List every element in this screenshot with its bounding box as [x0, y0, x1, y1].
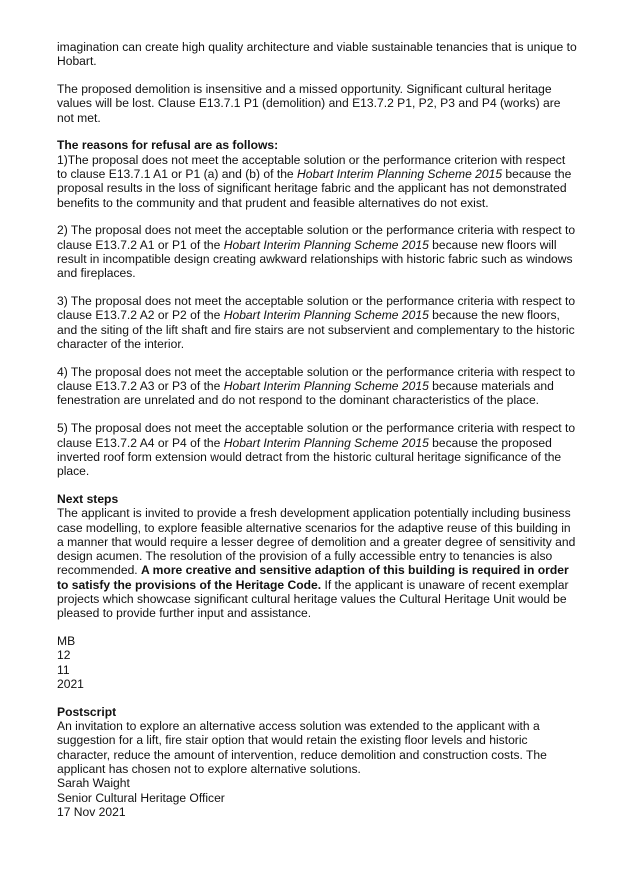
reason-4-after: because materials and fenestration are unrelated and do not respond to the dominant characteristics of the place.: [57, 379, 554, 408]
next-steps-bold-text: A more creative and sensitive adaption of this building is required in order to satisfy the provisions of the Heritage Code.: [57, 563, 569, 592]
reason-2-before: 2) The proposal does not meet the acceptable solution or the performance criteria with respect to clause E13.7.2 A1 or P1 of the: [57, 223, 576, 252]
reason-1-before: 1)The proposal does not meet the acceptable solution or the performance criterion with respect to clause E13.7.1 A1 or P1 (a) and (b) of the: [57, 152, 566, 182]
reason-3-scheme: Hobart Interim Planning Scheme 2015: [223, 308, 429, 323]
reason-3-before: 3) The proposal does not meet the acceptable solution or the performance criteria with respect to clause E13.7.2 A2 or P2 of the: [57, 294, 576, 323]
reason-1-scheme: Hobart Interim Planning Scheme 2015: [297, 167, 503, 182]
reason-3-after: because the new floors, and the siting of the lift shaft and fire stairs are not subservient and complementary to the historic character of the interior.: [57, 308, 575, 352]
reason-5-scheme: Hobart Interim Planning Scheme 2015: [223, 435, 429, 450]
refusal-section: [57, 138, 577, 478]
refusal-reason-4: [57, 365, 577, 408]
reason-2-scheme: Hobart Interim Planning Scheme 2015: [223, 237, 429, 252]
refusal-reason-5: [57, 421, 577, 478]
sign-off-block: [57, 634, 577, 691]
author-title: Senior Cultural Heritage Officer: [57, 790, 225, 805]
sign-off-initials: MB: [57, 634, 76, 649]
intro-continuation-paragraph: imagination can create high quality architecture and viable sustainable tenancies that is unique to Hobart.: [57, 40, 577, 69]
postscript-paragraph: An invitation to explore an alternative access solution was extended to the applicant with a suggestion for a lift, fire stair option that would retain the existing floor levels and historic character, reduce the amount of intervention, reduce demolition and construction costs. The applicant has chosen not to explore alternative solutions.: [57, 719, 547, 776]
refusal-reason-3: [57, 294, 577, 351]
author-name: Sarah Waight: [57, 776, 130, 791]
postscript-heading: Postscript: [57, 704, 117, 719]
next-steps-text-1: The applicant is invited to provide a fresh development application potentially including business case modelling, to explore feasible alternative scenarios for the adaptive reuse of this building in a manner that would require a lesser degree of demolition and a greater degree of sensitivity and design acumen. The resolution of the provision of a fully accessible entry to tenancies is also recommended.: [57, 506, 576, 578]
next-steps-section: [57, 492, 577, 621]
refusal-reason-2: [57, 223, 577, 280]
refusal-heading: The reasons for refusal are as follows:: [57, 138, 279, 153]
next-steps-heading: Next steps: [57, 491, 119, 506]
sign-off-year: 2021: [57, 676, 84, 691]
postscript-date: 17 Nov 2021: [57, 804, 126, 819]
sign-off-month: 11: [57, 662, 70, 677]
reason-4-scheme: Hobart Interim Planning Scheme 2015: [223, 379, 429, 394]
reason-4-before: 4) The proposal does not meet the acceptable solution or the performance criteria with respect to clause E13.7.2 A3 or P3 of the: [57, 364, 576, 394]
refusal-reason-1: [57, 153, 577, 210]
postscript-section: [57, 705, 577, 819]
reason-2-after: because new floors will result in incompatible design creating awkward relationships with historic fabric such as windows and fireplaces.: [57, 237, 573, 281]
next-steps-text-2: If the applicant is unaware of recent exemplar projects which showcase significant cultural heritage values the Cultural Heritage Unit would be pleased to provide further input and assistance.: [57, 577, 569, 621]
document-page: [57, 40, 577, 819]
reason-1-after: because the proposal results in the loss of significant heritage fabric and the applicant has not demonstrated benefits to the community and that prudent and feasible alternatives do not exist.: [57, 167, 572, 210]
next-steps-paragraph: [57, 506, 577, 620]
sign-off-day: 12: [57, 648, 71, 663]
reason-5-before: 5) The proposal does not meet the acceptable solution or the performance criteria with respect to clause E13.7.2 A4 or P4 of the: [57, 421, 576, 450]
reason-5-after: because the proposed inverted roof form extension would detract from the historic cultural heritage significance of the place.: [57, 435, 562, 479]
demolition-paragraph: The proposed demolition is insensitive and a missed opportunity. Significant cultural heritage values will be lost. Clause E13.7.1 P1 (demolition) and E13.7.2 P1, P2, P3 and P4 (works) are not met.: [57, 82, 561, 125]
